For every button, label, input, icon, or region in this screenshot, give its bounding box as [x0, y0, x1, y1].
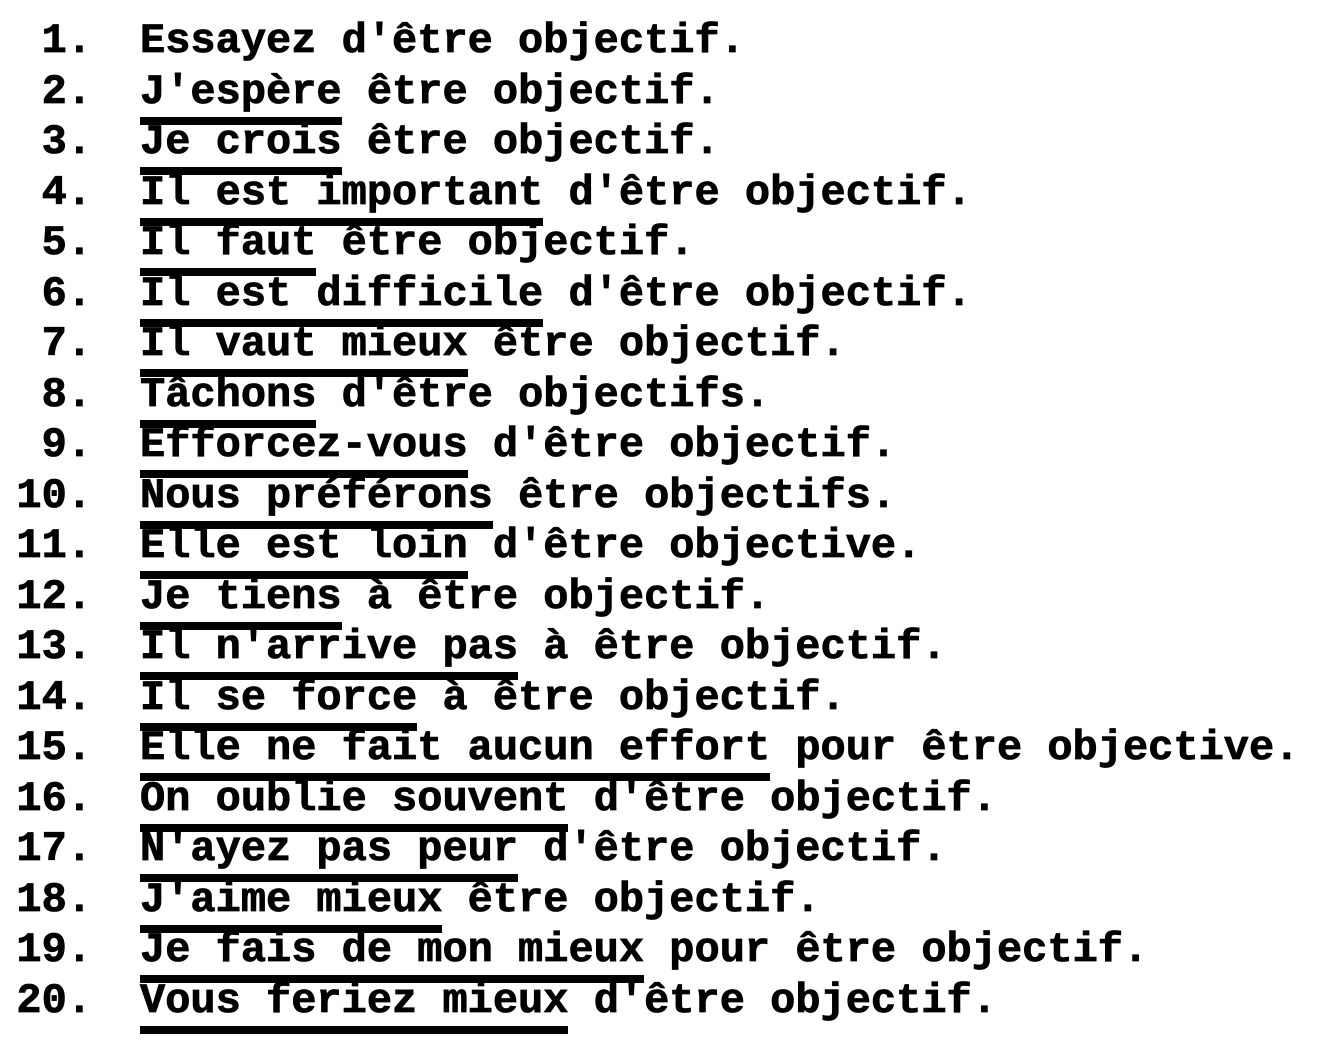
item-sentence [140, 421, 896, 469]
underlined-phrase: Il est difficile [140, 270, 543, 327]
item-number: 8. [41, 370, 92, 419]
sentence-rest: être objectif. [442, 875, 821, 924]
sentence-rest: à être objectif. [518, 623, 947, 671]
item-number: 14. [16, 673, 92, 722]
item-sentence [140, 623, 947, 671]
item-sentence [140, 169, 972, 217]
item-number: 11. [16, 522, 92, 570]
sentence-rest: Essayez d'être objectif. [140, 17, 745, 65]
list-item [0, 420, 1324, 471]
underlined-phrase: Nous préférons [140, 472, 493, 529]
underlined-phrase: Elle ne fait aucun effort [140, 724, 770, 781]
item-sentence [140, 724, 1299, 772]
item-number: 10. [16, 471, 92, 520]
sentence-rest: d'être objectif. [568, 774, 997, 823]
sentence-rest: d'être objective. [467, 522, 922, 570]
item-number: 5. [41, 219, 92, 267]
list-item [0, 168, 1324, 219]
item-sentence [140, 573, 770, 621]
sentence-rest: d'être objectif. [467, 421, 897, 469]
sentence-rest: pour être objective. [770, 724, 1300, 772]
sentence-rest: pour être objectif. [644, 926, 1149, 974]
underlined-phrase: J'aime mieux [140, 876, 442, 933]
item-number: 20. [16, 976, 92, 1025]
exercise-list [0, 16, 1324, 1026]
sentence-rest: d'être objectif. [543, 168, 972, 217]
item-sentence [140, 977, 997, 1025]
list-item [0, 572, 1324, 623]
item-number: 19. [16, 926, 92, 974]
sentence-rest: être objectif. [341, 67, 720, 116]
sentence-rest: d'être objectif. [568, 976, 997, 1025]
item-number: 3. [41, 118, 92, 166]
list-item [0, 117, 1324, 168]
list-item [0, 370, 1324, 421]
list-item [0, 521, 1324, 572]
underlined-phrase: Il se force [140, 674, 417, 731]
item-sentence [140, 320, 846, 368]
underlined-phrase: Il est important [140, 169, 543, 226]
item-number: 9. [41, 421, 92, 469]
list-item [0, 824, 1324, 875]
underlined-phrase: Il vaut mieux [140, 320, 468, 377]
item-number: 13. [16, 623, 92, 671]
list-item [0, 673, 1324, 724]
item-sentence [140, 825, 947, 873]
item-number: 1. [41, 17, 92, 65]
item-sentence [140, 219, 695, 267]
sentence-rest: être objectifs. [492, 471, 897, 520]
item-number: 12. [16, 572, 92, 621]
list-item [0, 269, 1324, 320]
underlined-phrase: Efforcez-vous [140, 421, 468, 478]
list-item [0, 471, 1324, 522]
underlined-phrase: On oublie souvent [140, 775, 568, 832]
item-sentence [140, 522, 921, 570]
list-item [0, 875, 1324, 926]
list-item [0, 319, 1324, 370]
sentence-rest: être objectif. [467, 320, 846, 368]
item-number: 17. [16, 825, 92, 873]
item-number: 6. [41, 269, 92, 318]
list-item [0, 774, 1324, 825]
item-number: 18. [16, 875, 92, 924]
item-sentence [140, 674, 846, 722]
list-item [0, 723, 1324, 774]
sentence-rest: à être objectif. [417, 673, 846, 722]
list-item [0, 622, 1324, 673]
item-sentence [140, 17, 745, 65]
list-item [0, 218, 1324, 269]
list-item [0, 67, 1324, 118]
sentence-rest: d'être objectif. [518, 825, 947, 873]
sentence-rest: d'être objectifs. [316, 370, 771, 419]
sentence-rest: d'être objectif. [543, 269, 972, 318]
underlined-phrase: Vous feriez mieux [140, 977, 568, 1034]
item-sentence [140, 270, 972, 318]
item-number: 15. [16, 724, 92, 772]
underlined-phrase: Je crois [140, 118, 342, 175]
underlined-phrase: Je fais de mon mieux [140, 926, 644, 983]
underlined-phrase: N'ayez pas peur [140, 825, 518, 882]
underlined-phrase: Je tiens [140, 573, 342, 630]
item-number: 7. [41, 320, 92, 368]
sentence-rest: être objectif. [341, 118, 720, 166]
item-number: 2. [41, 67, 92, 116]
item-sentence [140, 876, 821, 924]
item-sentence [140, 68, 720, 116]
underlined-phrase: Tâchons [140, 371, 316, 428]
sentence-rest: à être objectif. [341, 572, 771, 621]
item-sentence [140, 775, 997, 823]
list-item [0, 16, 1324, 67]
underlined-phrase: J'espère [140, 68, 342, 125]
item-number: 4. [41, 168, 92, 217]
underlined-phrase: Elle est loin [140, 522, 468, 579]
item-sentence [140, 926, 1148, 974]
underlined-phrase: Il n'arrive pas [140, 623, 518, 680]
item-sentence [140, 472, 896, 520]
list-item [0, 976, 1324, 1027]
item-sentence [140, 118, 720, 166]
list-item [0, 925, 1324, 976]
item-sentence [140, 371, 770, 419]
sentence-rest: être objectif. [316, 219, 695, 267]
item-number: 16. [16, 774, 92, 823]
underlined-phrase: Il faut [140, 219, 316, 276]
